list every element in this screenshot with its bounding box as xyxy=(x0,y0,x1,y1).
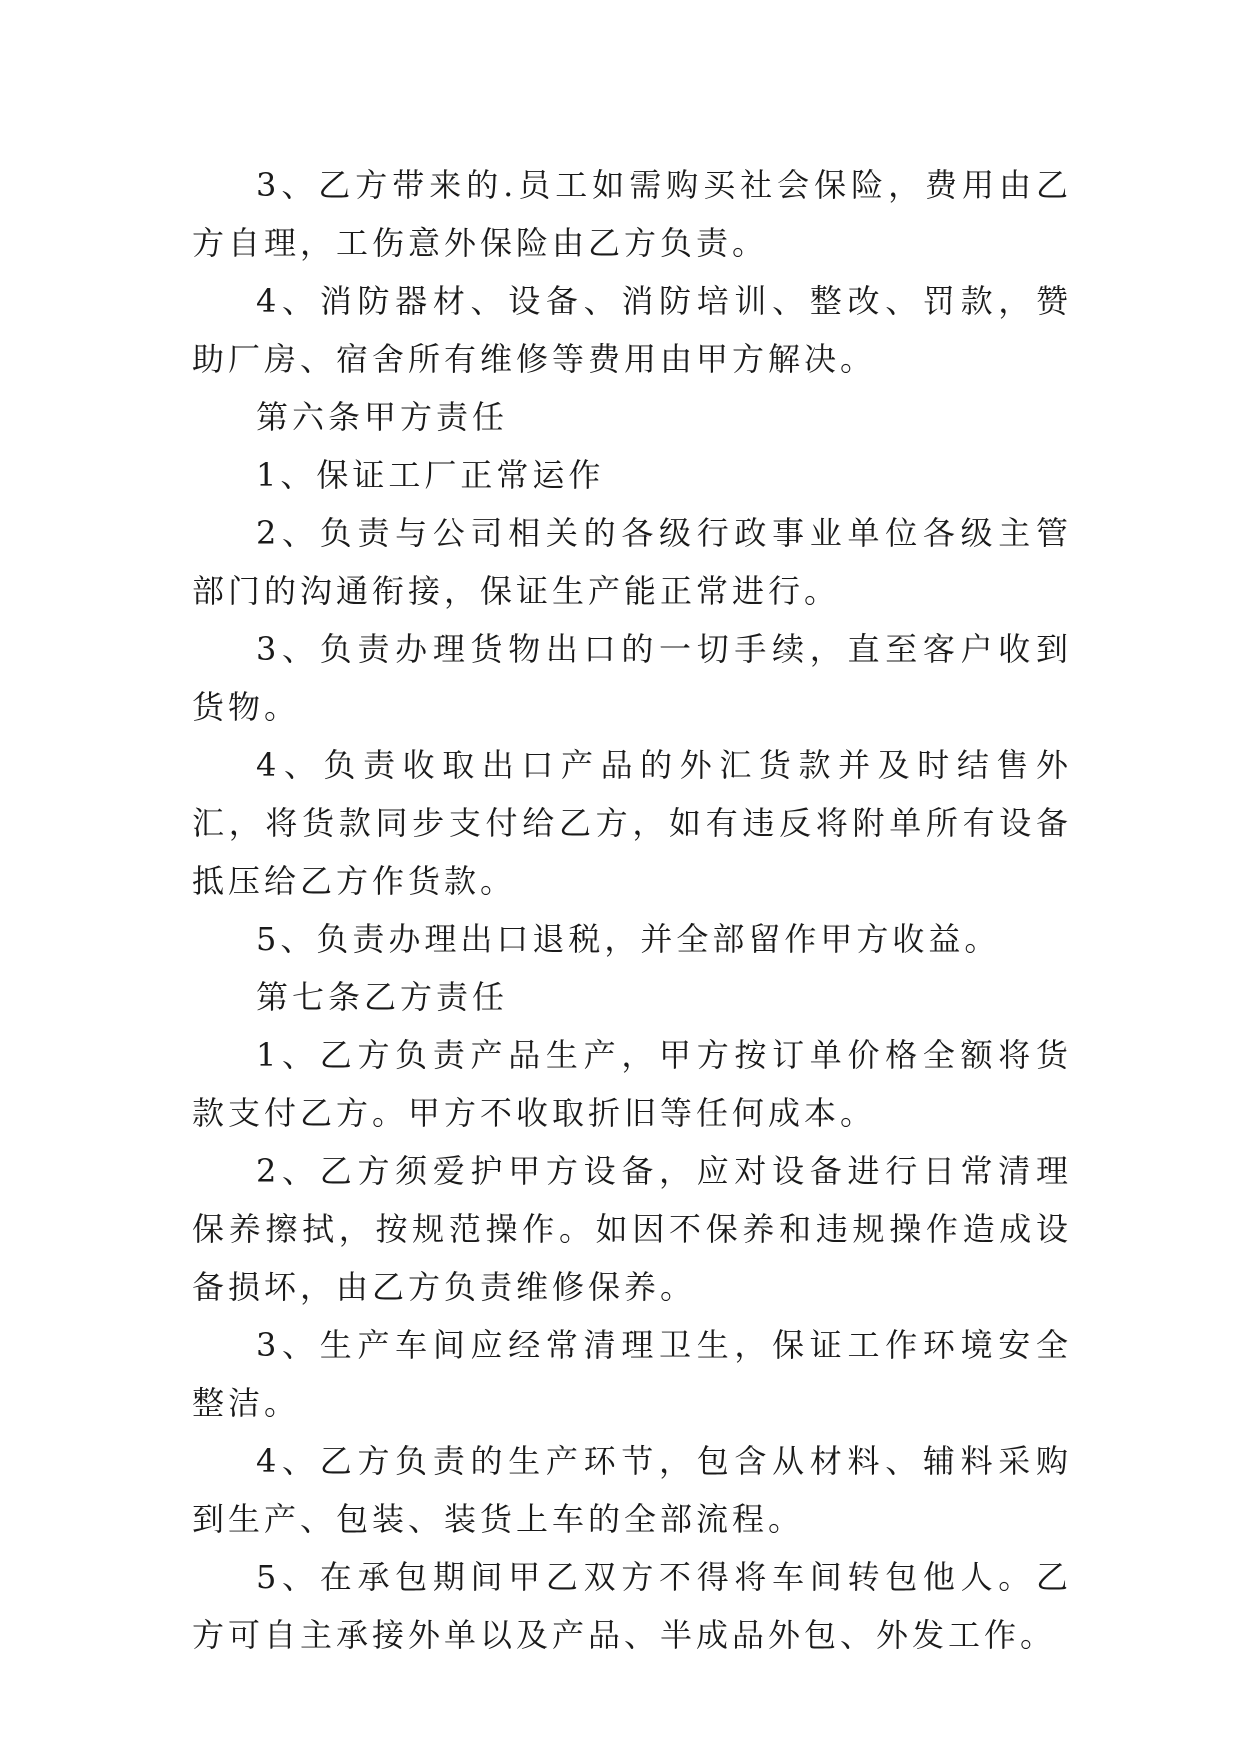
paragraph: 3、乙方带来的.员工如需购买社会保险，费用由乙方自理，工伤意外保险由乙方负责。 xyxy=(192,166,1072,262)
paragraph: 1、保证工厂正常运作 xyxy=(256,456,605,494)
paragraph: 5、在承包期间甲乙双方不得将车间转包他人。乙方可自主承接外单以及产品、半成品外包、外发工作。 xyxy=(192,1558,1072,1654)
paragraph: 4、乙方负责的生产环节，包含从材料、辅料采购到生产、包装、装货上车的全部流程。 xyxy=(192,1442,1072,1538)
section-heading: 第七条乙方责任 xyxy=(256,978,509,1016)
section-heading: 第六条甲方责任 xyxy=(256,398,509,436)
document-body xyxy=(192,156,1072,1664)
paragraph: 4、负责收取出口产品的外汇货款并及时结售外汇，将货款同步支付给乙方，如有违反将附单所有设备抵压给乙方作货款。 xyxy=(192,746,1072,900)
paragraph: 3、负责办理货物出口的一切手续，直至客户收到货物。 xyxy=(192,630,1072,726)
paragraph: 2、负责与公司相关的各级行政事业单位各级主管部门的沟通衔接，保证生产能正常进行。 xyxy=(192,514,1072,610)
paragraph: 2、乙方须爱护甲方设备，应对设备进行日常清理保养擦拭，按规范操作。如因不保养和违规操作造成设备损坏，由乙方负责维修保养。 xyxy=(192,1152,1072,1306)
paragraph: 1、乙方负责产品生产，甲方按订单价格全额将货款支付乙方。甲方不收取折旧等任何成本。 xyxy=(192,1036,1072,1132)
paragraph: 5、负责办理出口退税，并全部留作甲方收益。 xyxy=(256,920,1001,958)
paragraph: 3、生产车间应经常清理卫生，保证工作环境安全整洁。 xyxy=(192,1326,1072,1422)
paragraph: 4、消防器材、设备、消防培训、整改、罚款，赞助厂房、宿舍所有维修等费用由甲方解决。 xyxy=(192,282,1072,378)
